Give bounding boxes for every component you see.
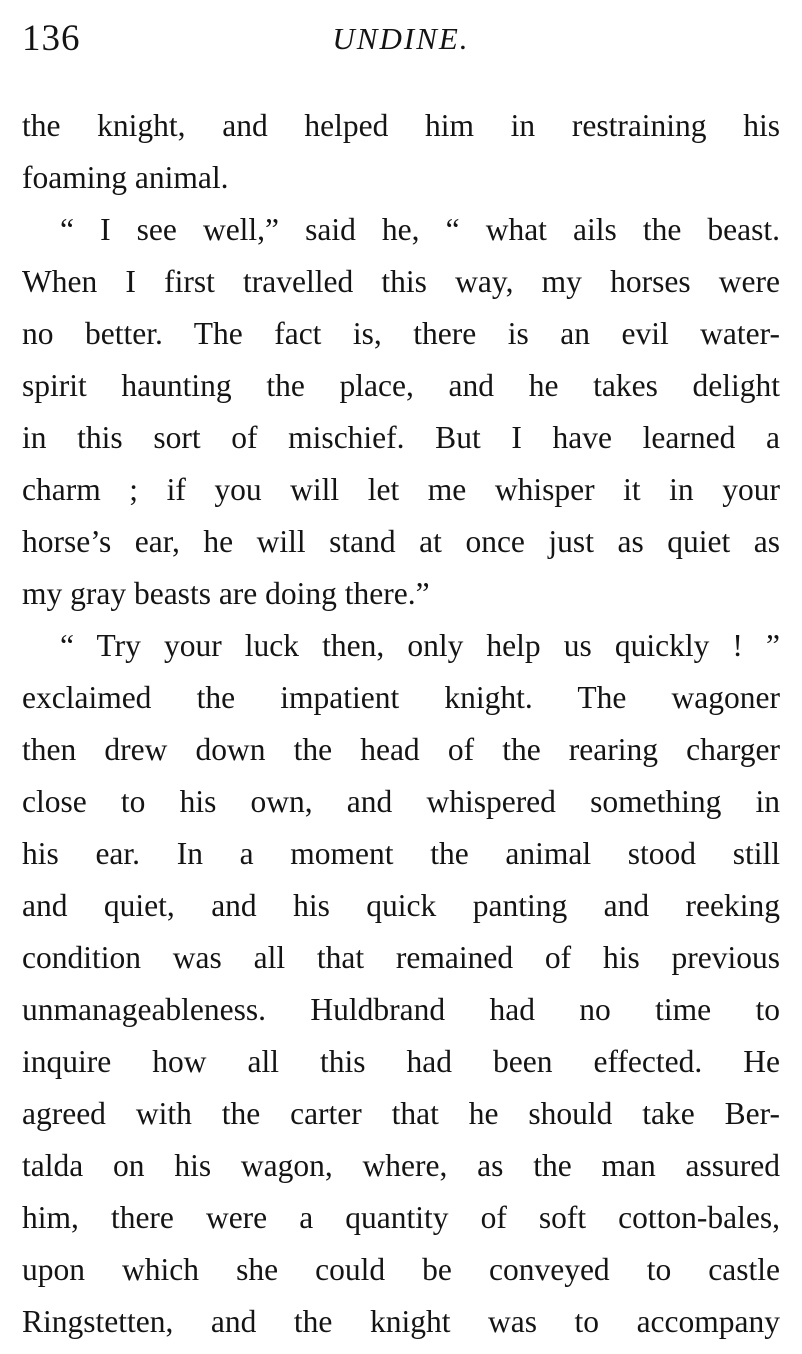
text-line: condition was all that remained of his previous [22, 940, 780, 975]
text-line: Ringstetten, and the knight was to accompany [22, 1304, 780, 1339]
body-text [22, 100, 780, 1348]
running-title: UNDINE. [332, 21, 470, 56]
text-line: in this sort of mischief. But I have learned a [22, 420, 780, 455]
text-line: foaming animal. [22, 160, 229, 195]
text-line: agreed with the carter that he should take Ber- [22, 1096, 780, 1131]
text-line: horse’s ear, he will stand at once just as quiet as [22, 524, 780, 559]
text-line: “ I see well,” said he, “ what ails the beast. [60, 212, 780, 247]
text-line: charm ; if you will let me whisper it in your [22, 472, 780, 507]
text-line: talda on his wagon, where, as the man assured [22, 1148, 780, 1183]
text-line: close to his own, and whispered something in [22, 784, 780, 819]
text-line: upon which she could be conveyed to castle [22, 1252, 780, 1287]
text-line: inquire how all this had been effected. He [22, 1044, 780, 1079]
text-line: spirit haunting the place, and he takes delight [22, 368, 780, 403]
text-line: and quiet, and his quick panting and reeking [22, 888, 780, 923]
page-number: 136 [22, 18, 81, 59]
text-line: my gray beasts are doing there.” [22, 576, 430, 611]
text-line: exclaimed the impatient knight. The wagoner [22, 680, 780, 715]
text-line: “ Try your luck then, only help us quickly ! ” [60, 628, 780, 663]
text-line: his ear. In a moment the animal stood still [22, 836, 780, 871]
text-line: then drew down the head of the rearing charger [22, 732, 780, 767]
text-line: him, there were a quantity of soft cotton-bales, [22, 1200, 780, 1235]
text-line: no better. The fact is, there is an evil water- [22, 316, 780, 351]
text-line: the knight, and helped him in restraining his [22, 108, 780, 143]
text-line: unmanageableness. Huldbrand had no time to [22, 992, 780, 1027]
page-header [22, 14, 780, 64]
text-line: When I first travelled this way, my horses were [22, 264, 780, 299]
